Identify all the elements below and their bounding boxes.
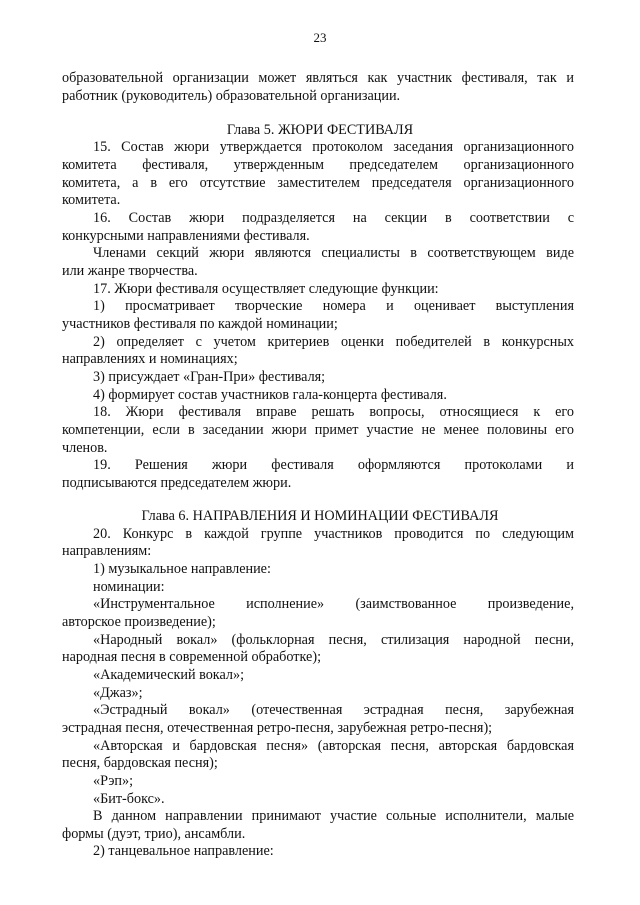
text-line: В данном направлении принимают участие сольные исполнители, малые [93, 808, 574, 824]
text-line: «Инструментальное исполнение» (заимствованное произведение, [93, 596, 574, 612]
text-line: эстрадная песня, отечественная ретро-песня, зарубежная ретро-песня); [62, 720, 493, 736]
text-line: 20. Конкурс в каждой группе участников проводится по следующим [93, 526, 574, 542]
text-line: формы (дуэт, трио), ансамбли. [62, 826, 246, 842]
text-line: комитета фестиваля, утвержденным председателем организационного [62, 157, 574, 173]
text-line: «Бит-бокс». [93, 791, 165, 807]
text-line: 1) музыкальное направление: [93, 561, 271, 577]
text-line: 2) танцевальное направление: [93, 843, 274, 859]
text-line: 18. Жюри фестиваля вправе решать вопросы, относящиеся к его [93, 404, 574, 420]
text-line: 2) определяет с учетом критериев оценки победителей в конкурсных [93, 334, 574, 350]
text-line: «Академический вокал»; [93, 667, 245, 683]
text-line: комитета, а в его отсутствие заместителем председателя организационного [62, 175, 574, 191]
text-line: конкурсными направлениями фестиваля. [62, 228, 310, 244]
text-line: работник (руководитель) образовательной организации. [62, 88, 401, 104]
text-line: компетенции, если в заседании жюри примет участие не менее половины его [62, 422, 574, 438]
text-line: 3) присуждает «Гран-При» фестиваля; [93, 369, 326, 385]
text-line: «Авторская и бардовская песня» (авторская песня, авторская бардовская [93, 738, 574, 754]
text-line: участников фестиваля по каждой номинации; [62, 316, 338, 332]
text-line: 16. Состав жюри подразделяется на секции в соответствии с [93, 210, 574, 226]
text-line: «Рэп»; [93, 773, 134, 789]
text-line: направлениях и номинациях; [62, 351, 238, 367]
text-line: комитета. [62, 192, 121, 208]
chapter-heading: Глава 6. НАПРАВЛЕНИЯ И НОМИНАЦИИ ФЕСТИВАЛЯ [141, 508, 499, 524]
text-line: номинации: [93, 579, 165, 595]
text-line: «Эстрадный вокал» (отечественная эстрадная песня, зарубежная [93, 702, 574, 718]
text-line: 19. Решения жюри фестиваля оформляются протоколами и [93, 457, 574, 473]
text-line: народная песня в современной обработке); [62, 649, 322, 665]
text-line: авторское произведение); [62, 614, 216, 630]
text-line: подписываются председателем жюри. [62, 475, 292, 491]
text-line: членов. [62, 440, 108, 456]
text-line: направлениям: [62, 543, 152, 559]
text-line: 17. Жюри фестиваля осуществляет следующие функции: [93, 281, 439, 297]
text-line: образовательной организации может являться как участник фестиваля, так и [62, 70, 574, 86]
text-line: Членами секций жюри являются специалисты в соответствующем виде [93, 245, 574, 261]
text-line: «Джаз»; [93, 685, 143, 701]
text-line: «Народный вокал» (фольклорная песня, стилизация народной песни, [93, 632, 574, 648]
page-number: 23 [313, 30, 327, 45]
text-line: 15. Состав жюри утверждается протоколом заседания организационного [93, 139, 574, 155]
text-line: 4) формирует состав участников гала-концерта фестиваля. [93, 387, 447, 403]
text-line: песня, бардовская песня); [62, 755, 218, 771]
chapter-heading: Глава 5. ЖЮРИ ФЕСТИВАЛЯ [226, 122, 414, 138]
text-line: или жанре творчества. [62, 263, 198, 279]
text-line: 1) просматривает творческие номера и оценивает выступления [93, 298, 574, 314]
